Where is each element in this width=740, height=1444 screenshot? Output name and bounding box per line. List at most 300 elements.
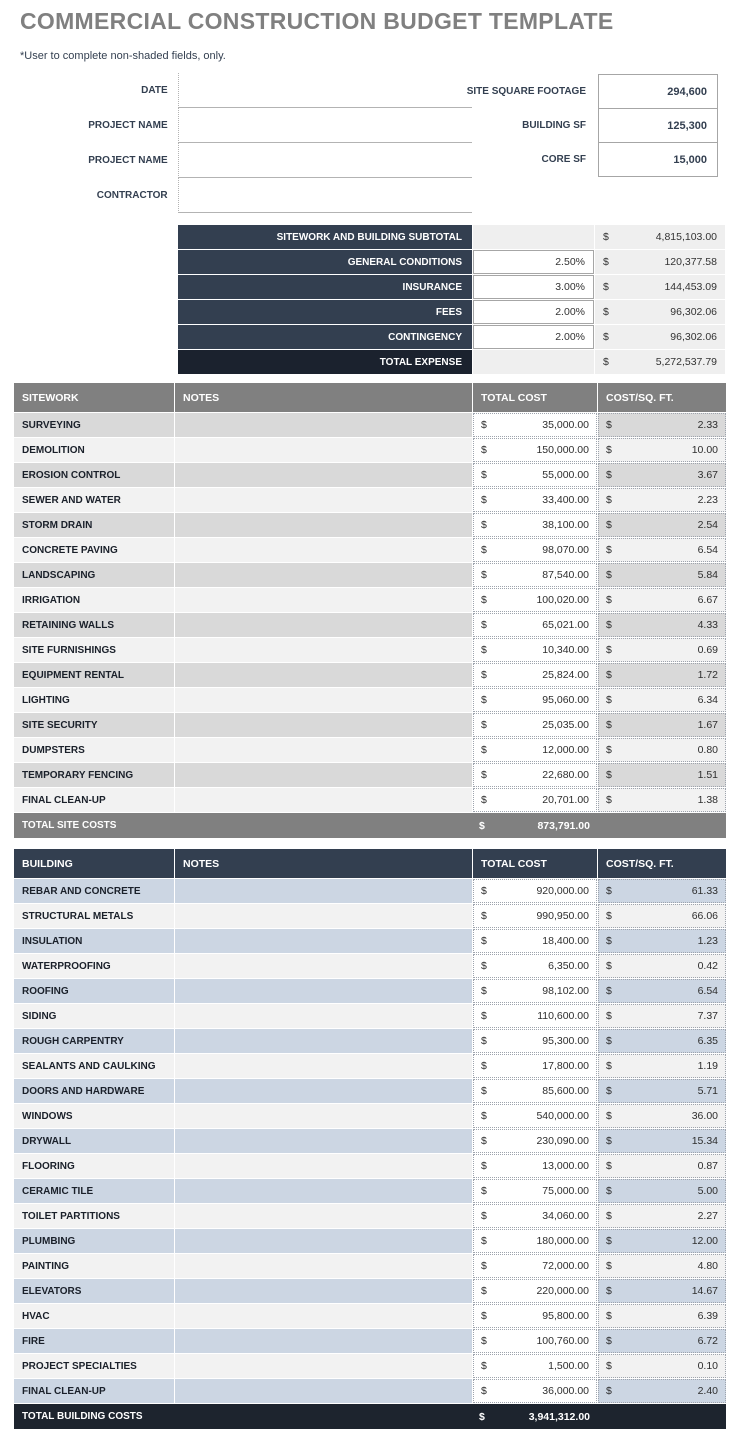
row-cost-per-sqft-cell [598,1054,726,1078]
total-cost-value: 6,350.00 [548,960,589,972]
total-cost-value: 540,000.00 [536,1110,589,1122]
row-notes-cell [175,663,472,687]
total-cost-value: 65,021.00 [542,619,589,631]
footage-fields-group [418,74,718,177]
row-name-cell: TOILET PARTITIONS [14,1204,174,1228]
row-total-cost-cell[interactable] [473,738,597,762]
row-cost-per-sqft-cell [598,463,726,487]
row-total-cost-cell[interactable] [473,929,597,953]
total-cost-value: 35,000.00 [542,419,589,431]
currency-symbol: $ [603,306,609,318]
row-total-cost-cell[interactable] [473,1204,597,1228]
row-name-cell: PAINTING [14,1254,174,1278]
row-total-cost-cell[interactable] [473,1329,597,1353]
row-total-cost-cell[interactable] [473,563,597,587]
row-notes-cell [175,879,472,903]
cost-per-sqft-value: 0.42 [697,960,718,972]
row-notes-cell [175,438,472,462]
row-total-cost-cell[interactable] [473,1254,597,1278]
currency-symbol: $ [606,1035,612,1047]
row-notes-cell [175,1329,472,1353]
row-name-cell: STORM DRAIN [14,513,174,537]
row-total-cost-cell[interactable] [473,1229,597,1253]
row-name-cell: REBAR AND CONCRETE [14,879,174,903]
currency-symbol: $ [481,694,487,706]
currency-symbol: $ [606,1160,612,1172]
project-field-label: CONTRACTOR [96,190,168,201]
total-cost-value: 33,400.00 [542,494,589,506]
footage-field-value[interactable]: 294,600 [598,74,718,109]
row-notes-cell [175,513,472,537]
summary-percent-cell[interactable]: 3.00% [473,275,594,299]
total-building-costs-label: TOTAL BUILDING COSTS [22,1411,143,1422]
cost-per-sqft-value: 12.00 [691,1235,718,1247]
column-header-notes: NOTES [175,383,472,412]
project-field-label: DATE [141,85,168,96]
summary-row-label: GENERAL CONDITIONS [178,250,472,274]
total-cost-value: 230,090.00 [536,1135,589,1147]
row-cost-per-sqft-cell [598,1029,726,1053]
summary-percent-cell[interactable]: 2.00% [473,300,594,324]
total-cost-value: 34,060.00 [542,1210,589,1222]
currency-symbol: $ [481,1385,487,1397]
row-name-cell: SIDING [14,1004,174,1028]
row-notes-cell [175,563,472,587]
row-name-cell: DRYWALL [14,1129,174,1153]
total-cost-value: 98,070.00 [542,544,589,556]
currency-symbol: $ [606,519,612,531]
row-cost-per-sqft-cell [598,979,726,1003]
row-cost-per-sqft-cell [598,1354,726,1378]
cost-per-sqft-value: 5.00 [697,1185,718,1197]
summary-amount-value: 96,302.06 [670,331,717,343]
currency-symbol: $ [606,935,612,947]
currency-symbol: $ [481,669,487,681]
row-cost-per-sqft-cell [598,1204,726,1228]
currency-symbol: $ [481,1060,487,1072]
currency-symbol: $ [606,1110,612,1122]
summary-row-label: TOTAL EXPENSE [178,350,472,374]
row-name-cell: DEMOLITION [14,438,174,462]
row-notes-cell [175,1229,472,1253]
currency-symbol: $ [606,744,612,756]
row-total-cost-cell[interactable] [473,954,597,978]
building-table [14,849,726,1429]
row-total-cost-cell[interactable] [473,1104,597,1128]
currency-symbol: $ [603,256,609,268]
row-total-cost-cell[interactable] [473,979,597,1003]
currency-symbol: $ [606,1085,612,1097]
row-name-cell: CERAMIC TILE [14,1179,174,1203]
column-header-total-cost: TOTAL COST [473,383,597,412]
row-total-cost-cell[interactable] [473,1304,597,1328]
total-building-costs-cell [472,1411,597,1423]
currency-symbol: $ [481,1185,487,1197]
row-cost-per-sqft-cell [598,413,726,437]
currency-symbol: $ [606,960,612,972]
column-header-building: BUILDING [14,849,174,878]
row-name-cell: HVAC [14,1304,174,1328]
summary-amount-cell [595,250,725,274]
summary-amount-cell [595,275,725,299]
total-cost-value: 95,060.00 [542,694,589,706]
currency-symbol: $ [481,544,487,556]
currency-symbol: $ [481,1235,487,1247]
row-name-cell: IRRIGATION [14,588,174,612]
row-name-cell: FLOORING [14,1154,174,1178]
row-total-cost-cell[interactable] [473,904,597,928]
cost-per-sqft-value: 4.33 [697,619,718,631]
currency-symbol: $ [606,1235,612,1247]
row-total-cost-cell[interactable] [473,538,597,562]
footage-field-row [418,108,718,143]
currency-symbol: $ [481,769,487,781]
row-total-cost-cell[interactable] [473,513,597,537]
row-total-cost-cell[interactable] [473,1129,597,1153]
currency-symbol: $ [481,794,487,806]
row-cost-per-sqft-cell [598,1279,726,1303]
currency-symbol: $ [481,935,487,947]
row-name-cell: DOORS AND HARDWARE [14,1079,174,1103]
row-notes-cell [175,1254,472,1278]
summary-amount-cell [595,300,725,324]
row-cost-per-sqft-cell [598,929,726,953]
row-name-cell: EROSION CONTROL [14,463,174,487]
row-notes-cell [175,904,472,928]
total-cost-value: 25,824.00 [542,669,589,681]
total-cost-value: 55,000.00 [542,469,589,481]
cost-per-sqft-value: 15.34 [691,1135,718,1147]
row-cost-per-sqft-cell [598,638,726,662]
row-total-cost-cell[interactable] [473,488,597,512]
cost-per-sqft-value: 6.35 [697,1035,718,1047]
project-field-row [14,108,472,143]
summary-percent-cell [473,225,594,249]
row-cost-per-sqft-cell [598,763,726,787]
row-total-cost-cell[interactable] [473,688,597,712]
summary-row-label: CONTINGENCY [178,325,472,349]
cost-per-sqft-value: 10.00 [691,444,718,456]
cost-per-sqft-value: 6.72 [697,1335,718,1347]
currency-symbol: $ [606,985,612,997]
cost-per-sqft-value: 6.39 [697,1310,718,1322]
currency-symbol: $ [481,644,487,656]
sitework-table [14,383,726,838]
footage-field-value[interactable]: 15,000 [598,142,718,177]
currency-symbol: $ [603,356,609,368]
row-cost-per-sqft-cell [598,1004,726,1028]
row-total-cost-cell[interactable] [473,663,597,687]
row-cost-per-sqft-cell [598,713,726,737]
row-notes-cell [175,1129,472,1153]
project-field-input[interactable] [178,178,472,213]
total-cost-value: 72,000.00 [542,1260,589,1272]
cost-per-sqft-value: 2.54 [697,519,718,531]
summary-percent-cell[interactable]: 2.00% [473,325,594,349]
currency-symbol: $ [481,1085,487,1097]
currency-symbol: $ [481,519,487,531]
sitework-table-body [14,413,726,812]
currency-symbol: $ [481,1335,487,1347]
row-notes-cell [175,538,472,562]
total-cost-value: 36,000.00 [542,1385,589,1397]
row-notes-cell [175,1304,472,1328]
row-name-cell: CONCRETE PAVING [14,538,174,562]
row-notes-cell [175,638,472,662]
total-cost-value: 20,701.00 [542,794,589,806]
row-total-cost-cell[interactable] [473,879,597,903]
row-total-cost-cell[interactable] [473,1279,597,1303]
currency-symbol: $ [481,469,487,481]
row-name-cell: TEMPORARY FENCING [14,763,174,787]
row-total-cost-cell[interactable] [473,1054,597,1078]
currency-symbol: $ [481,1110,487,1122]
row-name-cell: FINAL CLEAN-UP [14,1379,174,1403]
cost-per-sqft-value: 2.40 [697,1385,718,1397]
summary-amount-value: 4,815,103.00 [655,231,717,243]
row-cost-per-sqft-cell [598,513,726,537]
row-name-cell: SITE FURNISHINGS [14,638,174,662]
summary-amount-value: 120,377.58 [664,256,717,268]
footage-field-row [418,142,718,177]
total-cost-value: 110,600.00 [537,1010,589,1022]
row-name-cell: WINDOWS [14,1104,174,1128]
row-name-cell: DUMPSTERS [14,738,174,762]
total-cost-value: 13,000.00 [542,1160,589,1172]
row-cost-per-sqft-cell [598,1179,726,1203]
row-name-cell: FINAL CLEAN-UP [14,788,174,812]
total-cost-value: 920,000.00 [536,885,589,897]
row-cost-per-sqft-cell [598,688,726,712]
project-field-row [14,143,472,178]
currency-symbol: $ [606,569,612,581]
currency-symbol: $ [481,444,487,456]
row-total-cost-cell[interactable] [473,1379,597,1403]
row-notes-cell [175,1054,472,1078]
project-info-form [14,73,726,219]
currency-symbol: $ [606,1310,612,1322]
row-cost-per-sqft-cell [598,613,726,637]
currency-symbol: $ [606,1210,612,1222]
row-notes-cell [175,979,472,1003]
row-cost-per-sqft-cell [598,1154,726,1178]
currency-symbol: $ [606,694,612,706]
currency-symbol: $ [606,1385,612,1397]
currency-symbol: $ [606,794,612,806]
footage-field-value[interactable]: 125,300 [598,108,718,143]
total-cost-value: 180,000.00 [536,1235,589,1247]
currency-symbol: $ [481,744,487,756]
row-name-cell: LIGHTING [14,688,174,712]
row-cost-per-sqft-cell [598,438,726,462]
total-site-costs-cell [472,820,597,832]
row-name-cell: ROUGH CARPENTRY [14,1029,174,1053]
row-total-cost-cell[interactable] [473,1154,597,1178]
page-title: COMMERCIAL CONSTRUCTION BUDGET TEMPLATE [20,8,614,34]
footage-field-label: CORE SF [541,154,586,165]
row-notes-cell [175,738,472,762]
cost-per-sqft-value: 36.00 [691,1110,718,1122]
row-total-cost-cell[interactable] [473,1029,597,1053]
row-cost-per-sqft-cell [598,1129,726,1153]
row-total-cost-cell[interactable] [473,713,597,737]
sitework-table-footer [14,813,726,838]
row-total-cost-cell[interactable] [473,1354,597,1378]
row-cost-per-sqft-cell [598,879,726,903]
cost-per-sqft-value: 6.34 [697,694,718,706]
row-total-cost-cell[interactable] [473,413,597,437]
currency-symbol: $ [481,1310,487,1322]
row-total-cost-cell[interactable] [473,588,597,612]
currency-symbol: $ [606,444,612,456]
currency-symbol: $ [603,331,609,343]
row-cost-per-sqft-cell [598,488,726,512]
currency-symbol: $ [481,1135,487,1147]
currency-symbol: $ [481,594,487,606]
row-total-cost-cell[interactable] [473,1179,597,1203]
row-total-cost-cell[interactable] [473,1079,597,1103]
cost-per-sqft-value: 0.69 [697,644,718,656]
cost-per-sqft-value: 5.84 [697,569,718,581]
row-notes-cell [175,1179,472,1203]
currency-symbol: $ [481,960,487,972]
row-total-cost-cell[interactable] [473,638,597,662]
column-header-cost-per-sqft: COST/SQ. FT. [598,383,726,412]
summary-amount-value: 144,453.09 [664,281,717,293]
summary-row-label: INSURANCE [178,275,472,299]
cost-per-sqft-value: 7.37 [697,1010,718,1022]
row-notes-cell [175,1029,472,1053]
building-table-header [14,849,726,878]
cost-per-sqft-value: 14.67 [691,1285,718,1297]
row-total-cost-cell[interactable] [473,788,597,812]
building-table-footer [14,1404,726,1429]
currency-symbol: $ [606,910,612,922]
currency-symbol: $ [603,281,609,293]
row-total-cost-cell[interactable] [473,1004,597,1028]
row-cost-per-sqft-cell [598,738,726,762]
cost-per-sqft-value: 1.23 [697,935,718,947]
summary-row-label: SITEWORK AND BUILDING SUBTOTAL [178,225,472,249]
total-cost-value: 150,000.00 [536,444,589,456]
row-cost-per-sqft-cell [598,1079,726,1103]
summary-amount-value: 96,302.06 [670,306,717,318]
row-notes-cell [175,1279,472,1303]
summary-row-label: FEES [178,300,472,324]
column-header-notes: NOTES [175,849,472,878]
row-cost-per-sqft-cell [598,954,726,978]
project-field-row [14,178,472,213]
currency-symbol: $ [481,1160,487,1172]
currency-symbol: $ [481,719,487,731]
currency-symbol: $ [481,619,487,631]
row-total-cost-cell[interactable] [473,463,597,487]
cost-per-sqft-value: 2.27 [697,1210,718,1222]
row-name-cell: SEWER AND WATER [14,488,174,512]
cost-per-sqft-value: 1.38 [697,794,718,806]
row-cost-per-sqft-cell [598,1104,726,1128]
row-cost-per-sqft-cell [598,1254,726,1278]
row-name-cell: SITE SECURITY [14,713,174,737]
cost-per-sqft-value: 4.80 [697,1260,718,1272]
total-building-costs-value: 3,941,312.00 [528,1410,590,1423]
row-cost-per-sqft-cell [598,788,726,812]
column-header-sitework: SITEWORK [14,383,174,412]
currency-symbol: $ [481,1285,487,1297]
cost-per-sqft-value: 0.80 [697,744,718,756]
row-notes-cell [175,1154,472,1178]
currency-symbol: $ [479,1410,485,1423]
currency-symbol: $ [606,469,612,481]
row-notes-cell [175,413,472,437]
row-name-cell: ELEVATORS [14,1279,174,1303]
row-name-cell: INSULATION [14,929,174,953]
row-cost-per-sqft-cell [598,563,726,587]
currency-symbol: $ [606,419,612,431]
currency-symbol: $ [606,594,612,606]
cost-per-sqft-value: 1.51 [697,769,718,781]
row-total-cost-cell[interactable] [473,763,597,787]
total-cost-value: 87,540.00 [542,569,589,581]
cost-per-sqft-value: 0.87 [697,1160,718,1172]
row-cost-per-sqft-cell [598,904,726,928]
summary-amount-value: 5,272,537.79 [655,356,717,368]
total-cost-value: 17,800.00 [542,1060,589,1072]
total-site-costs-value: 873,791.00 [537,819,590,832]
currency-symbol: $ [481,1260,487,1272]
row-name-cell: SURVEYING [14,413,174,437]
currency-symbol: $ [481,1210,487,1222]
row-notes-cell [175,1004,472,1028]
currency-symbol: $ [481,494,487,506]
currency-symbol: $ [606,1285,612,1297]
row-name-cell: FIRE [14,1329,174,1353]
row-notes-cell [175,463,472,487]
total-cost-value: 1,500.00 [548,1360,589,1372]
project-field-label: PROJECT NAME [88,155,168,166]
row-notes-cell [175,1379,472,1403]
row-notes-cell [175,1079,472,1103]
cost-per-sqft-value: 2.33 [697,419,718,431]
row-name-cell: PLUMBING [14,1229,174,1253]
row-total-cost-cell[interactable] [473,438,597,462]
project-field-label: PROJECT NAME [88,120,168,131]
footage-field-label: BUILDING SF [522,120,586,131]
row-total-cost-cell[interactable] [473,613,597,637]
total-cost-value: 95,300.00 [542,1035,589,1047]
footage-field-row [418,74,718,109]
cost-per-sqft-value: 1.67 [697,719,718,731]
summary-percent-cell[interactable]: 2.50% [473,250,594,274]
cost-per-sqft-value: 1.19 [697,1060,718,1072]
total-cost-value: 95,800.00 [542,1310,589,1322]
row-notes-cell [175,763,472,787]
summary-percent-cell [473,350,594,374]
row-cost-per-sqft-cell [598,1304,726,1328]
row-notes-cell [175,1204,472,1228]
row-notes-cell [175,488,472,512]
total-site-costs-label: TOTAL SITE COSTS [22,820,117,831]
total-cost-value: 12,000.00 [542,744,589,756]
row-notes-cell [175,954,472,978]
row-name-cell: STRUCTURAL METALS [14,904,174,928]
currency-symbol: $ [606,1135,612,1147]
cost-per-sqft-value: 1.72 [697,669,718,681]
total-cost-value: 220,000.00 [536,1285,589,1297]
cost-per-sqft-value: 5.71 [697,1085,718,1097]
building-table-body [14,879,726,1403]
currency-symbol: $ [606,619,612,631]
